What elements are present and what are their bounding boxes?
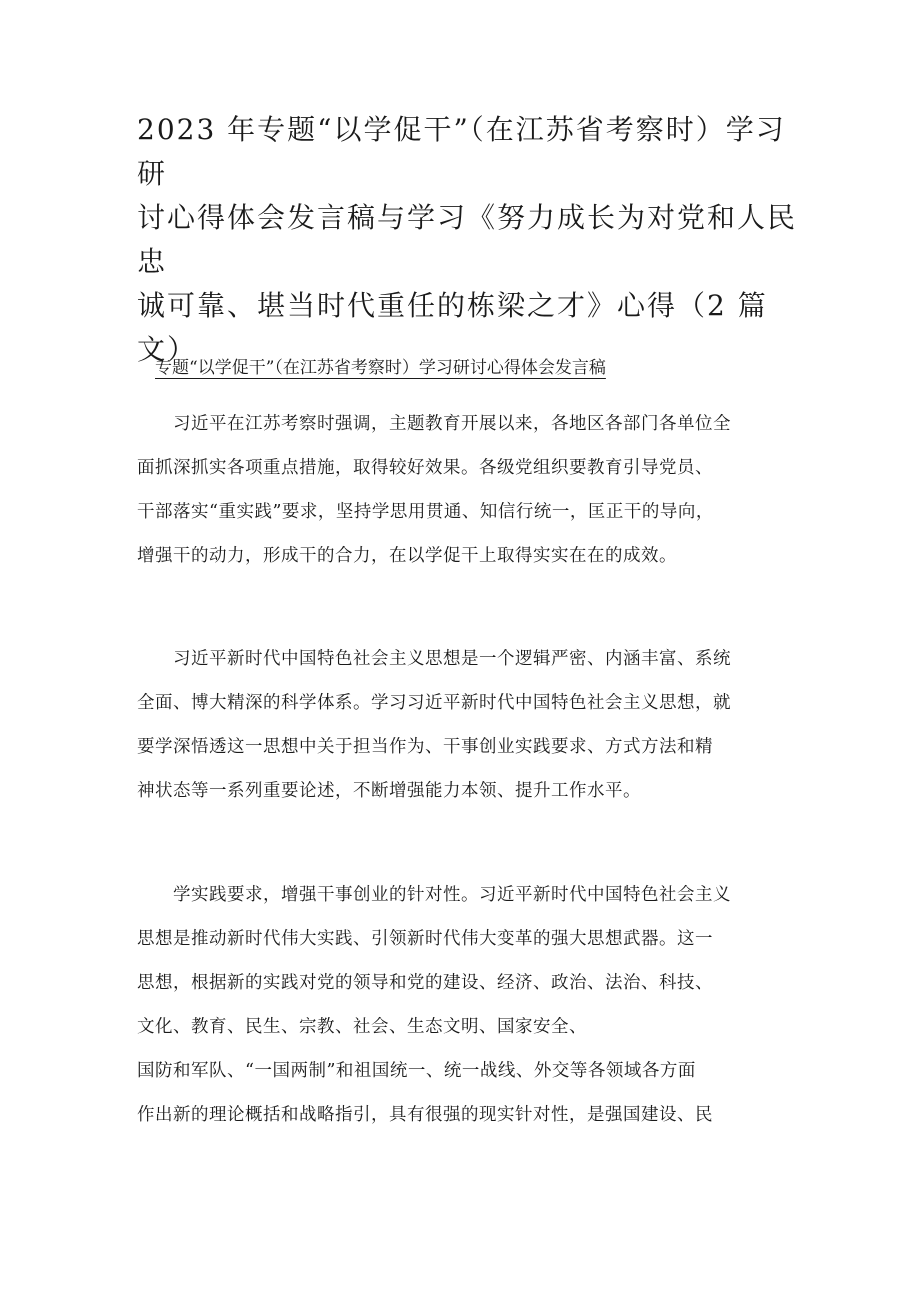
paragraph-line: 习近平在江苏考察时强调，主题教育开展以来，各地区各部门各单位全 xyxy=(173,414,731,434)
paragraph-line: 国防和军队、“一国两制”和祖国统一、统一战线、外交等各领域各方面 xyxy=(137,1061,696,1081)
paragraph-line: 干部落实“重实践”要求，坚持学思用贯通、知信行统一，匡正干的导向， xyxy=(137,502,714,522)
document-title xyxy=(137,108,797,372)
paragraph-line: 面抓深抓实各项重点措施，取得较好效果。各级党组织要教育引导党员、 xyxy=(137,458,713,478)
section-heading: 专题“以学促干”（在江苏省考察时）学习研讨心得体会发言稿 xyxy=(155,358,606,378)
paragraph-line: 思想，根据新的实践对党的领导和党的建设、经济、政治、法治、科技、 xyxy=(137,973,713,993)
title-line: 2023 年专题“以学促干”（在江苏省考察时）学习研 xyxy=(137,113,786,190)
paragraph-1 xyxy=(137,402,797,578)
paragraph-line: 神状态等一系列重要论述，不断增强能力本领、提升工作水平。 xyxy=(137,781,641,801)
paragraph-line: 全面、博大精深的科学体系。学习习近平新时代中国特色社会主义思想，就 xyxy=(137,693,731,713)
title-line: 诚可靠、堪当时代重任的栋梁之才》心得（2 篇文） xyxy=(137,289,768,366)
paragraph-3 xyxy=(137,873,797,1137)
paragraph-line: 增强干的动力，形成干的合力，在以学促干上取得实实在在的成效。 xyxy=(137,546,677,566)
paragraph-2 xyxy=(137,637,797,813)
title-line: 讨心得体会发言稿与学习《努力成长为对党和人民忠 xyxy=(137,201,798,278)
paragraph-line: 习近平新时代中国特色社会主义思想是一个逻辑严密、内涵丰富、系统 xyxy=(173,649,731,669)
paragraph-line: 作出新的理论概括和战略指引，具有很强的现实针对性，是强国建设、民 xyxy=(137,1105,713,1125)
paragraph-line: 学实践要求，增强干事创业的针对性。习近平新时代中国特色社会主义 xyxy=(173,885,731,905)
paragraph-line: 思想是推动新时代伟大实践、引领新时代伟大变革的强大思想武器。这一 xyxy=(137,929,713,949)
paragraph-line: 要学深悟透这一思想中关于担当作为、干事创业实践要求、方式方法和精 xyxy=(137,737,713,757)
paragraph-line: 文化、教育、民生、宗教、社会、生态文明、国家安全、 xyxy=(137,1017,587,1037)
